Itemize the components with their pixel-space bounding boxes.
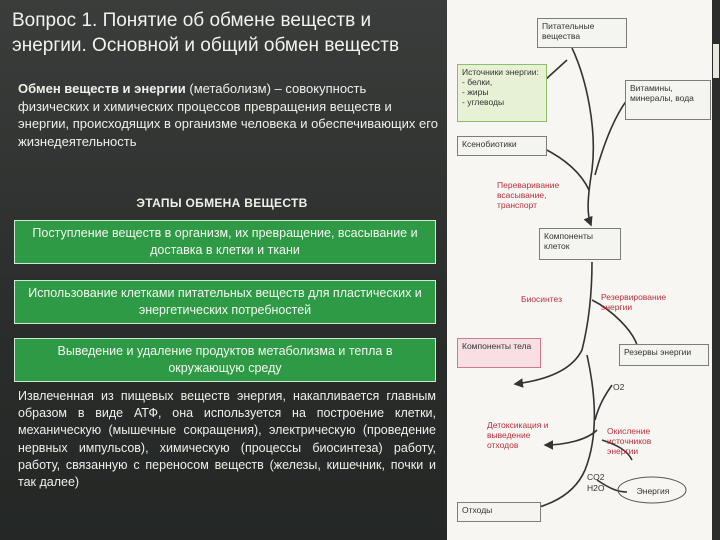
stage-box-excretion (14, 338, 436, 382)
transformation-label: Переваривание всасывание, транспорт (497, 180, 560, 210)
definition-body: (метаболизм) – совокупность физических и химических процессов превращения веществ и энергии, происходящих в организме человека и обеспечивающих его жизнедеятельность (18, 81, 438, 149)
cell-components-box: Компоненты клеток (539, 228, 621, 260)
energy-sources-box: Источники энергии: - белки, - жиры - углеводы (457, 64, 547, 122)
nutrients-link (545, 60, 567, 80)
slide-edge-bar (712, 0, 720, 540)
xenobiotics-box: Ксенобиотики (457, 136, 547, 156)
stage-box-utilization (14, 280, 436, 324)
vitamins-box: Витамины, минералы, вода (625, 80, 711, 120)
body-components-box: Компоненты тела (457, 338, 541, 368)
nutrients-box: Питательные вещества (537, 18, 627, 48)
co2-label: CO2 (587, 472, 605, 482)
stage-label: Выведение и удаление продуктов метаболизма и тепла в окружающую среду (57, 344, 393, 375)
waste-box: Отходы (457, 502, 541, 522)
stages-heading: ЭТАПЫ ОБМЕНА ВЕЩЕСТВ (136, 196, 308, 210)
oxidation-label: Окисление источников энергии (607, 426, 652, 456)
h2o-label: H2O (587, 483, 605, 493)
slide-title: Вопрос 1. Понятие об обмене веществ и энергии. Основной и общий обмен веществ (12, 10, 400, 56)
definition-text (18, 80, 438, 150)
stage-label: Поступление веществ в организм, их превращение, всасывание и доставка в клетки и ткани (32, 226, 418, 257)
edge-marker (713, 44, 719, 78)
detox-label: Детоксикация и выведение отходов (487, 420, 549, 450)
energy-reserves-box: Резервы энергии (619, 344, 709, 366)
stage-box-intake (14, 220, 436, 264)
energy-label: Энергия (636, 486, 670, 496)
energy-reserve-label: Резервирование энергии (601, 292, 667, 312)
o2-label: O2 (613, 382, 625, 392)
stage-label: Использование клетками питательных веществ для пластических и энергетических потребностей (28, 286, 422, 317)
definition-term: Обмен веществ и энергии (18, 81, 186, 96)
biosynthesis-label: Биосинтез (521, 294, 562, 304)
main-flow-line (572, 48, 593, 225)
vitamins-link (595, 100, 627, 175)
energy-paragraph: Извлеченная из пищевых веществ энергия, накапливается главным образом в виде АТФ, она используется на построение клетки, механическую (мышечные сокращения), электрическую (проведение нервных импульсов), химическую (процессы биосинтеза) работу, работу, связанную с переносом веществ (железы, кишечник, почки и так далее) (18, 389, 436, 490)
metabolism-diagram (447, 0, 720, 540)
